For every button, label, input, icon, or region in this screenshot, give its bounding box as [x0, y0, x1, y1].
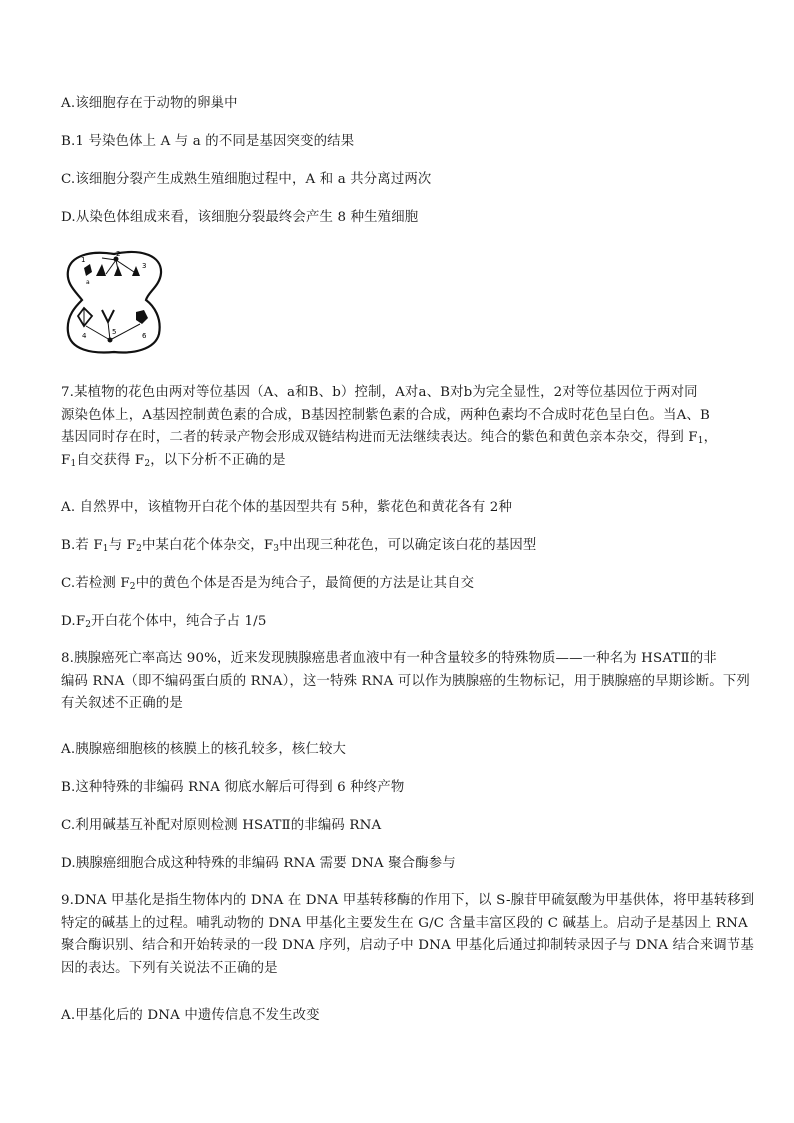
figure-label-1: 1 — [81, 256, 86, 264]
q8-option-c: C.利用碱基互补配对原则检测 HSATⅡ的非编码 RNA — [61, 818, 382, 833]
q8-stem-line-2: 编码 RNA（即不编码蛋白质的 RNA），这一特殊 RNA 可以作为胰腺癌的生物标记，用于胰腺癌的早期诊断。下列 — [61, 673, 750, 689]
q9-stem-line-3: 聚合酶识别、结合和开始转录的一段 DNA 序列，启动子中 DNA 甲基化后通过抑制转录因子与 DNA 结合来调节基 — [61, 938, 754, 953]
q8-option-b: B.这种特殊的非编码 RNA 彻底水解后可得到 6 种终产物 — [61, 780, 405, 795]
q7-stem-line-4: $F_1$自交获得 $F_2$，以下分析不正确的是 — [61, 452, 286, 469]
q7-option-a: A. 自然界中，该植物开白花个体的基因型共有 5种，紫花色和黄花各有 2种 — [61, 500, 513, 515]
figure-gene-marker: a — [86, 279, 90, 286]
figure-label-6: 6 — [142, 332, 147, 340]
figure-label-2: 2 — [116, 250, 121, 258]
q6-option-a: A.该细胞存在于动物的卵巢中 — [61, 96, 238, 111]
figure-label-3: 3 — [142, 262, 147, 270]
q7-stem-line-2: 源染色体上，A基因控制黄色素的合成，B基因控制紫色素的合成，两种色素均不合成时花色呈白色。当A、B — [61, 407, 710, 423]
q7-stem-line-3: 基因同时存在时，二者的转录产物会形成双链结构进而无法继续表达。纯合的紫色和黄色亲本杂交，得到 $F_1$， — [61, 430, 718, 446]
q7-option-d: $D.F_2$开白花个体中，纯合子占 1/5 — [61, 614, 267, 630]
q9-stem-line-1: 9.DNA 甲基化是指生物体内的 DNA 在 DNA 甲基转移酶的作用下，以 S-腺苷甲硫氨酸为甲基供体，将甲基转移到 — [61, 893, 755, 908]
q9-stem-line-2: 特定的碱基上的过程。哺乳动物的 DNA 甲基化主要发生在 G/C 含量丰富区段的 C 碱基上。启动子是基因上 RNA — [61, 915, 748, 931]
cell-division-figure — [62, 246, 166, 356]
chromosome-5 — [102, 310, 114, 322]
q8-option-d: D.胰腺癌细胞合成这种特殊的非编码 RNA 需要 DNA 聚合酶参与 — [61, 856, 456, 871]
q6-option-c: C.该细胞分裂产生成熟生殖细胞过程中，A 和 a 共分离过两次 — [61, 172, 432, 187]
q7-stem — [61, 382, 741, 472]
q8-stem-line-3: 有关叙述不正确的是 — [61, 696, 183, 711]
q8-option-a: A.胰腺癌细胞核的核膜上的核孔较多，核仁较大 — [61, 742, 347, 757]
q7-option-c: C.若检测 $F_2$中的黄色个体是否是为纯合子，最简便的方法是让其自交 — [61, 576, 475, 592]
q6-option-b: B.1 号染色体上 A 与 a 的不同是基因突变的结果 — [61, 134, 355, 149]
chromosome-6 — [136, 310, 148, 324]
cell-division-drawing — [62, 246, 166, 356]
q7-stem-line-1: 7.某植物的花色由两对等位基因（A、a和B、b）控制，A对a、B对b为完全显性，2对等位基因位于两对同 — [61, 385, 698, 400]
q6-option-d: D.从染色体组成来看，该细胞分裂最终会产生 8 种生殖细胞 — [61, 210, 419, 225]
q9-stem-line-4: 因的表达。下列有关说法不正确的是 — [61, 960, 278, 976]
q7-option-b: B.若 $F_1$与 $F_2$中某白花个体杂交，$F_3$中出现三种花色，可以确定该白花的基因型 — [61, 538, 537, 554]
q8-stem — [61, 648, 750, 716]
q9-option-a: A.甲基化后的 DNA 中遗传信息不发生改变 — [61, 1008, 320, 1023]
chromosome-1 — [84, 264, 92, 276]
q9-stem — [61, 890, 755, 980]
q8-stem-line-1: 8.胰腺癌死亡率高达 90%，近来发现胰腺癌患者血液中有一种含量较多的特殊物质——一种名为 HSATⅡ的非 — [61, 651, 717, 666]
figure-label-5: 5 — [112, 328, 117, 336]
figure-label-4: 4 — [82, 332, 87, 340]
chromosome-4 — [78, 308, 92, 326]
